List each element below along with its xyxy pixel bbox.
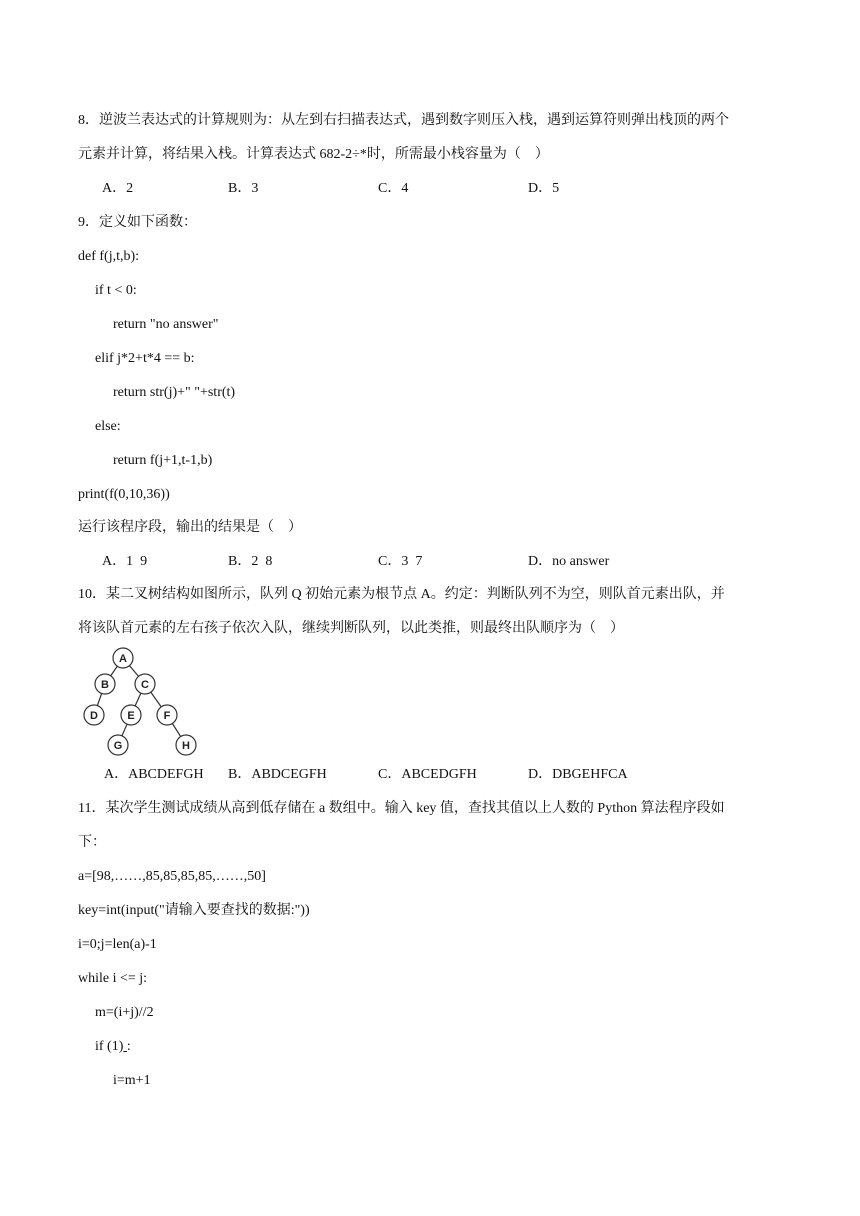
- q11-code-line-if: [95, 1037, 131, 1057]
- q8-option-a[interactable]: A．2: [102, 181, 134, 196]
- q9-option-d[interactable]: D．no answer: [528, 554, 610, 569]
- tree-node-label: A: [119, 653, 127, 665]
- tree-node-label: B: [101, 679, 109, 691]
- q9-option-c[interactable]: C．3 7: [378, 554, 423, 569]
- q9-option-b[interactable]: B．2 8: [228, 554, 273, 569]
- q11-code-line: m=(i+j)//2: [95, 1005, 154, 1020]
- q11-code-line: i=0;j=len(a)-1: [78, 937, 157, 952]
- q9-option-a[interactable]: A．1 9: [102, 554, 148, 569]
- q8-stem-line2: 元素并计算，将结果入栈。计算表达式 682-2÷*时，所需最小栈容量为（ ）: [78, 147, 549, 162]
- q10-stem-line2: 将该队首元素的左右孩子依次入队，继续判断队列，以此类推，则最终出队顺序为（ ）: [78, 621, 624, 636]
- q9-stem: 9．定义如下函数：: [78, 215, 197, 230]
- q9-code-line: if t < 0:: [95, 283, 137, 298]
- q10-option-c[interactable]: C．ABCEDGFH: [378, 767, 477, 782]
- q9-code-line: return str(j)+" "+str(t): [113, 385, 236, 400]
- q9-question: 运行该程序段，输出的结果是（ ）: [78, 520, 302, 535]
- q11-if-colon: :: [126, 1039, 131, 1054]
- q11-code-line: a=[98,……,85,85,85,85,……,50]: [78, 869, 266, 884]
- q9-code-line: return f(j+1,t-1,b): [113, 453, 213, 468]
- q9-code-line: elif j*2+t*4 == b:: [95, 351, 195, 366]
- q9-code-line: print(f(0,10,36)): [78, 487, 170, 502]
- q11-code-line: while i <= j:: [78, 971, 148, 986]
- binary-tree-diagram: [78, 644, 208, 758]
- tree-node-label: F: [163, 710, 171, 722]
- q11-code-line: key=int(input("请输入要查找的数据:")): [78, 903, 310, 918]
- q11-stem-line2: 下：: [78, 835, 106, 850]
- q10-stem-line1: 10．某二叉树结构如图所示，队列 Q 初始元素为根节点 A。约定：判断队列不为空，则队首元素出队，并: [78, 587, 725, 602]
- q10-option-b[interactable]: B．ABDCEGFH: [228, 767, 327, 782]
- q11-stem-line1: 11．某次学生测试成绩从高到低存储在 a 数组中。输入 key 值，查找其值以上人数的 Python 算法程序段如: [78, 801, 725, 816]
- q9-code-line: else:: [95, 419, 121, 434]
- q10-option-d[interactable]: D．DBGEHFCA: [528, 767, 628, 782]
- q8-option-b[interactable]: B．3: [228, 181, 259, 196]
- q8-stem-line1: 8．逆波兰表达式的计算规则为：从左到右扫描表达式，遇到数字则压入栈，遇到运算符则弹出栈顶的两个: [78, 113, 729, 128]
- tree-node-label: C: [141, 679, 149, 691]
- q8-option-d[interactable]: D．5: [528, 181, 560, 196]
- q9-code-line: return "no answer": [113, 317, 219, 332]
- q8-option-c[interactable]: C．4: [378, 181, 409, 196]
- tree-node-label: E: [127, 710, 135, 722]
- tree-node-label: D: [90, 710, 98, 722]
- q10-option-a[interactable]: A．ABCDEFGH: [104, 767, 204, 782]
- tree-node-label: H: [182, 740, 190, 752]
- q11-code-line: i=m+1: [113, 1073, 151, 1088]
- q9-code-line: def f(j,t,b):: [78, 249, 140, 264]
- tree-node-label: G: [113, 740, 123, 752]
- q11-if-condition: if (1): [95, 1039, 124, 1054]
